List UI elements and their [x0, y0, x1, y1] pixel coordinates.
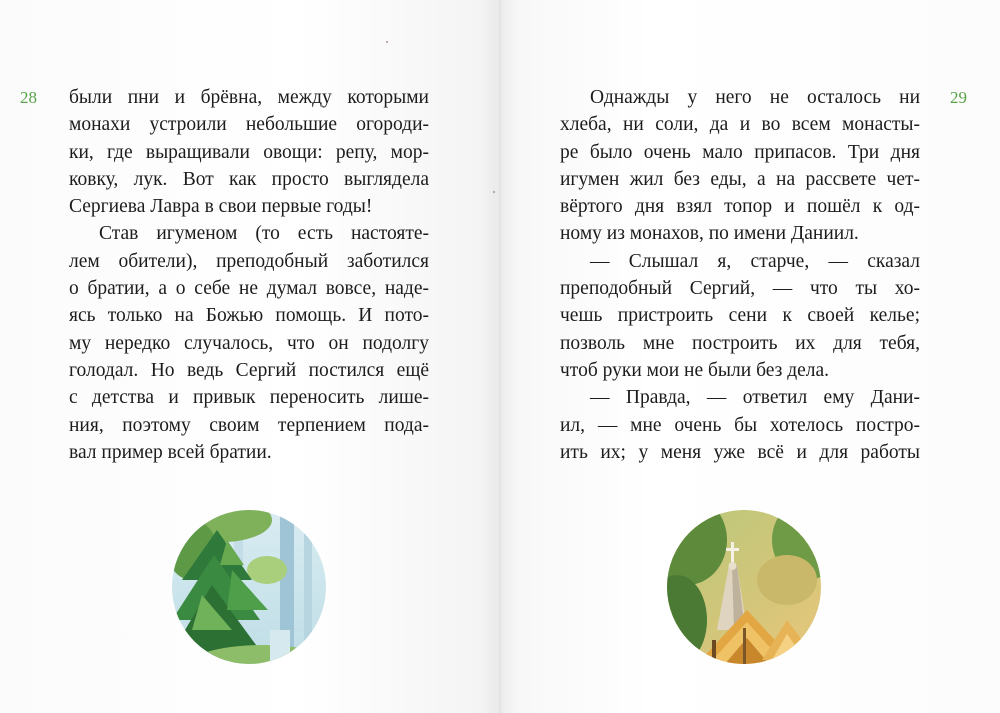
forest-medallion [172, 510, 326, 664]
text-line: ки, где выращивали овощи: репу, мор- [69, 141, 429, 163]
text-line: чешь пристроить сени к своей келье; [560, 305, 920, 327]
text-line: голодал. Но ведь Сергий постился ещё [69, 359, 429, 381]
text-line: с детства и привык переносить лише- [69, 387, 429, 409]
text-line: ясь только на Божью помощь. И пото- [69, 305, 429, 327]
right-page-text [560, 84, 920, 466]
text-line: ил, — мне очень бы хотелось постро- [560, 414, 920, 436]
church-roof-medallion [667, 510, 821, 664]
text-line: ния, поэтому своим терпением пода- [69, 414, 429, 436]
text-line: хлеба, ни соли, да и во всем монасты- [560, 114, 920, 136]
paper-speck [386, 41, 388, 43]
text-line: позволь мне построить их для тебя, [560, 332, 920, 354]
left-page-number: 28 [20, 88, 37, 107]
text-line: ить их; у меня уже всё и для работы [560, 441, 920, 463]
text-line: Став игуменом (то есть настояте- [99, 223, 429, 245]
text-line: — Правда, — ответил ему Дани- [590, 387, 920, 409]
text-line: игумен жил без еды, а на рассвете чет- [560, 168, 920, 190]
text-line: Однажды у него не осталось ни [590, 87, 920, 108]
text-line: чтоб руки мои не были без дела. [560, 359, 830, 381]
paper-speck [493, 191, 495, 193]
text-line: лем обители), преподобный заботился [69, 250, 429, 272]
text-line: преподобный Сергий, — что ты хо- [560, 278, 920, 300]
text-line: му нередко случалось, что он подолгу [69, 332, 429, 354]
text-line: вал пример всей братии. [69, 441, 272, 463]
text-line: ре было очень мало припасов. Три дня [560, 141, 920, 163]
text-line: монахи устроили небольшие огороди- [69, 114, 429, 136]
text-line: о братии, а о себе не думал вовсе, наде- [69, 278, 429, 300]
right-page-number: 29 [950, 88, 967, 107]
left-page-text [69, 84, 429, 466]
book-gutter [497, 0, 503, 713]
text-line: ковку, лук. Вот как просто выглядела [69, 168, 429, 190]
text-line: были пни и брёвна, между которыми [69, 87, 429, 108]
text-line: — Слышал я, старче, — сказал [590, 250, 920, 272]
text-line: вёртого дня взял топор и пошёл к од- [560, 196, 920, 218]
text-line: Сергиева Лавра в свои первые годы! [69, 196, 373, 218]
text-line: ному из монахов, по имени Даниил. [560, 223, 859, 245]
